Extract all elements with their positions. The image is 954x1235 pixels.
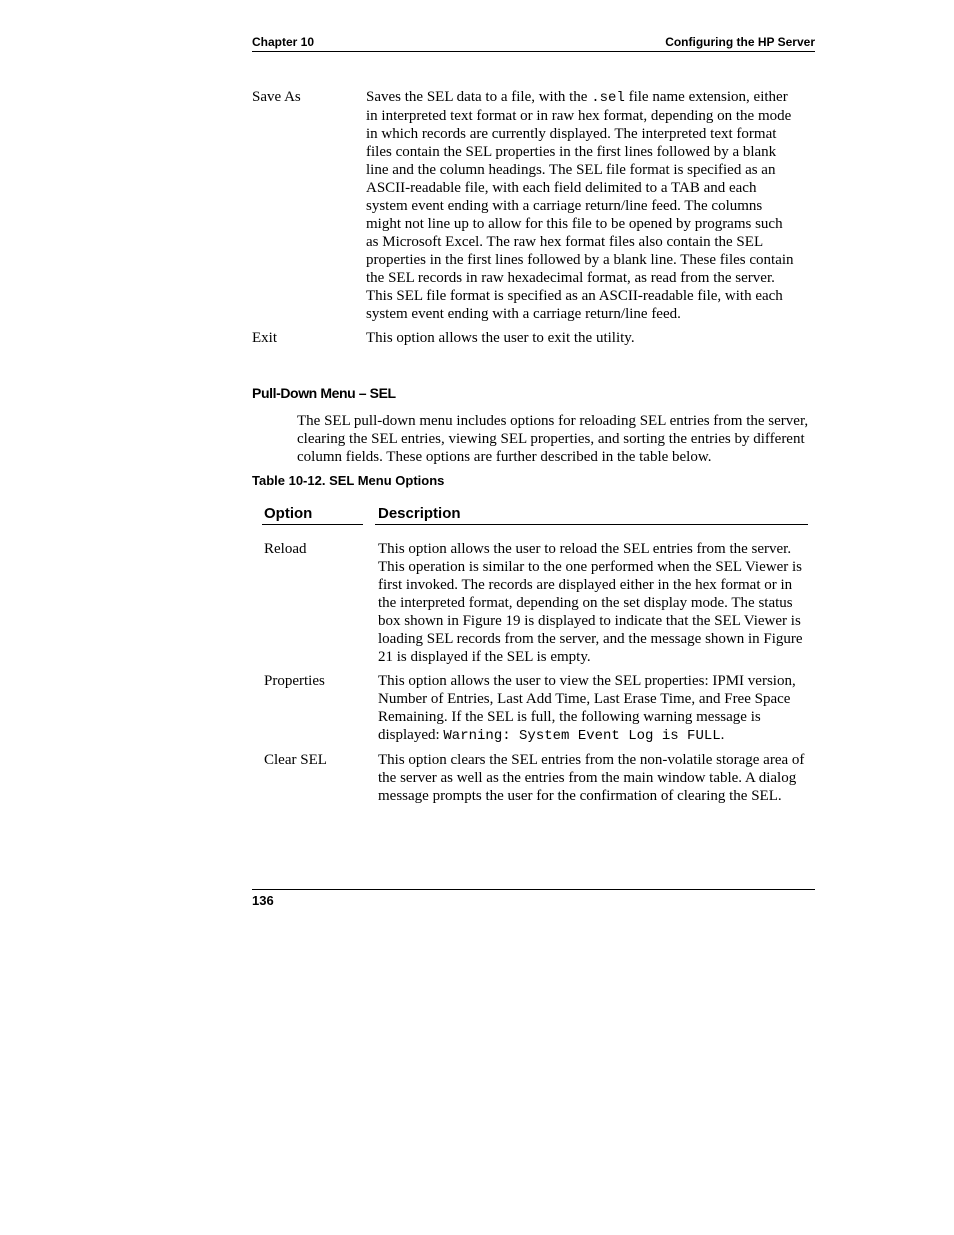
option-description <box>366 88 798 323</box>
description-cell <box>376 672 808 745</box>
description-text: This option allows the user to view the SEL properties: IPMI version, Number of Entries, Last Add Time, Last Erase Time, and Free Space Remaining. If the SEL is full, the following warning message is displayed: <box>378 673 796 743</box>
description-text: . <box>720 727 725 743</box>
table-row <box>262 540 808 666</box>
option-term: Exit <box>252 330 277 346</box>
table-caption: Table 10-12. SEL Menu Options <box>252 473 445 488</box>
option-term: Save As <box>252 89 301 105</box>
page-footer <box>252 889 815 908</box>
column-header-option: Option <box>262 505 363 525</box>
table-row <box>262 672 808 745</box>
sel-menu-options-table <box>262 505 808 805</box>
running-header <box>252 34 815 52</box>
option-cell: Reload <box>264 541 307 557</box>
section-heading: Pull-Down Menu – SEL <box>252 385 396 401</box>
option-description: This option allows the user to exit the utility. <box>366 330 635 346</box>
option-row-save-as <box>252 88 812 323</box>
chapter-label: Chapter 10 <box>252 35 315 49</box>
option-cell: Properties <box>264 673 325 689</box>
option-cell: Clear SEL <box>264 752 327 768</box>
column-header-description: Description <box>375 505 808 525</box>
chapter-title: Configuring the HP Server <box>665 35 815 49</box>
description-cell: This option allows the user to reload the SEL entries from the server. This operation is similar to the one performed when the SEL Viewer is first invoked. The records are displayed either in the hex format or in the interpreted format, depending on the set display mode. The status box shown in Figure 19 is displayed to indicate that the SEL Viewer is loading SEL records from the server, and the message shown in Figure 21 is displayed if the SEL is empty. <box>378 541 803 665</box>
description-text: Saves the SEL data to a file, with the <box>366 89 592 105</box>
page-number: 136 <box>252 893 274 908</box>
description-text: file name extension, either in interpreted text format or in raw hex format, depending on the mode in which records are currently displayed. The interpreted text format files contain the SEL properties in the first lines followed by a blank line and the column headings. The SEL file format is specified as an ASCII-readable file, with each field delimited to a TAB and each system event ending with a carriage return/line feed. The columns might not line up to allow for this file to be opened by programs such as Microsoft Excel. The raw hex format files also contain the SEL properties in the first lines followed by a blank line. These files contain the SEL records in raw hexadecimal format, as read from the server. This SEL file format is specified as an ASCII-readable file, with each system event ending with a carriage return/line feed. <box>366 89 794 322</box>
warning-message-code: Warning: System Event Log is FULL <box>443 728 721 744</box>
description-cell: This option clears the SEL entries from the non-volatile storage area of the server as well as the entries from the main window table. A dialog message prompts the user for the confirmation of clearing the SEL. <box>378 752 805 804</box>
table-row <box>262 751 808 805</box>
table-header-row <box>262 505 808 525</box>
section-intro: The SEL pull-down menu includes options for reloading SEL entries from the server, clearing the SEL entries, viewing SEL properties, and sorting the entries by different column fields. These options are further described in the table below. <box>297 413 809 465</box>
file-menu-option-list <box>252 88 812 353</box>
option-row-exit <box>252 329 812 347</box>
file-extension-code: .sel <box>591 90 625 106</box>
